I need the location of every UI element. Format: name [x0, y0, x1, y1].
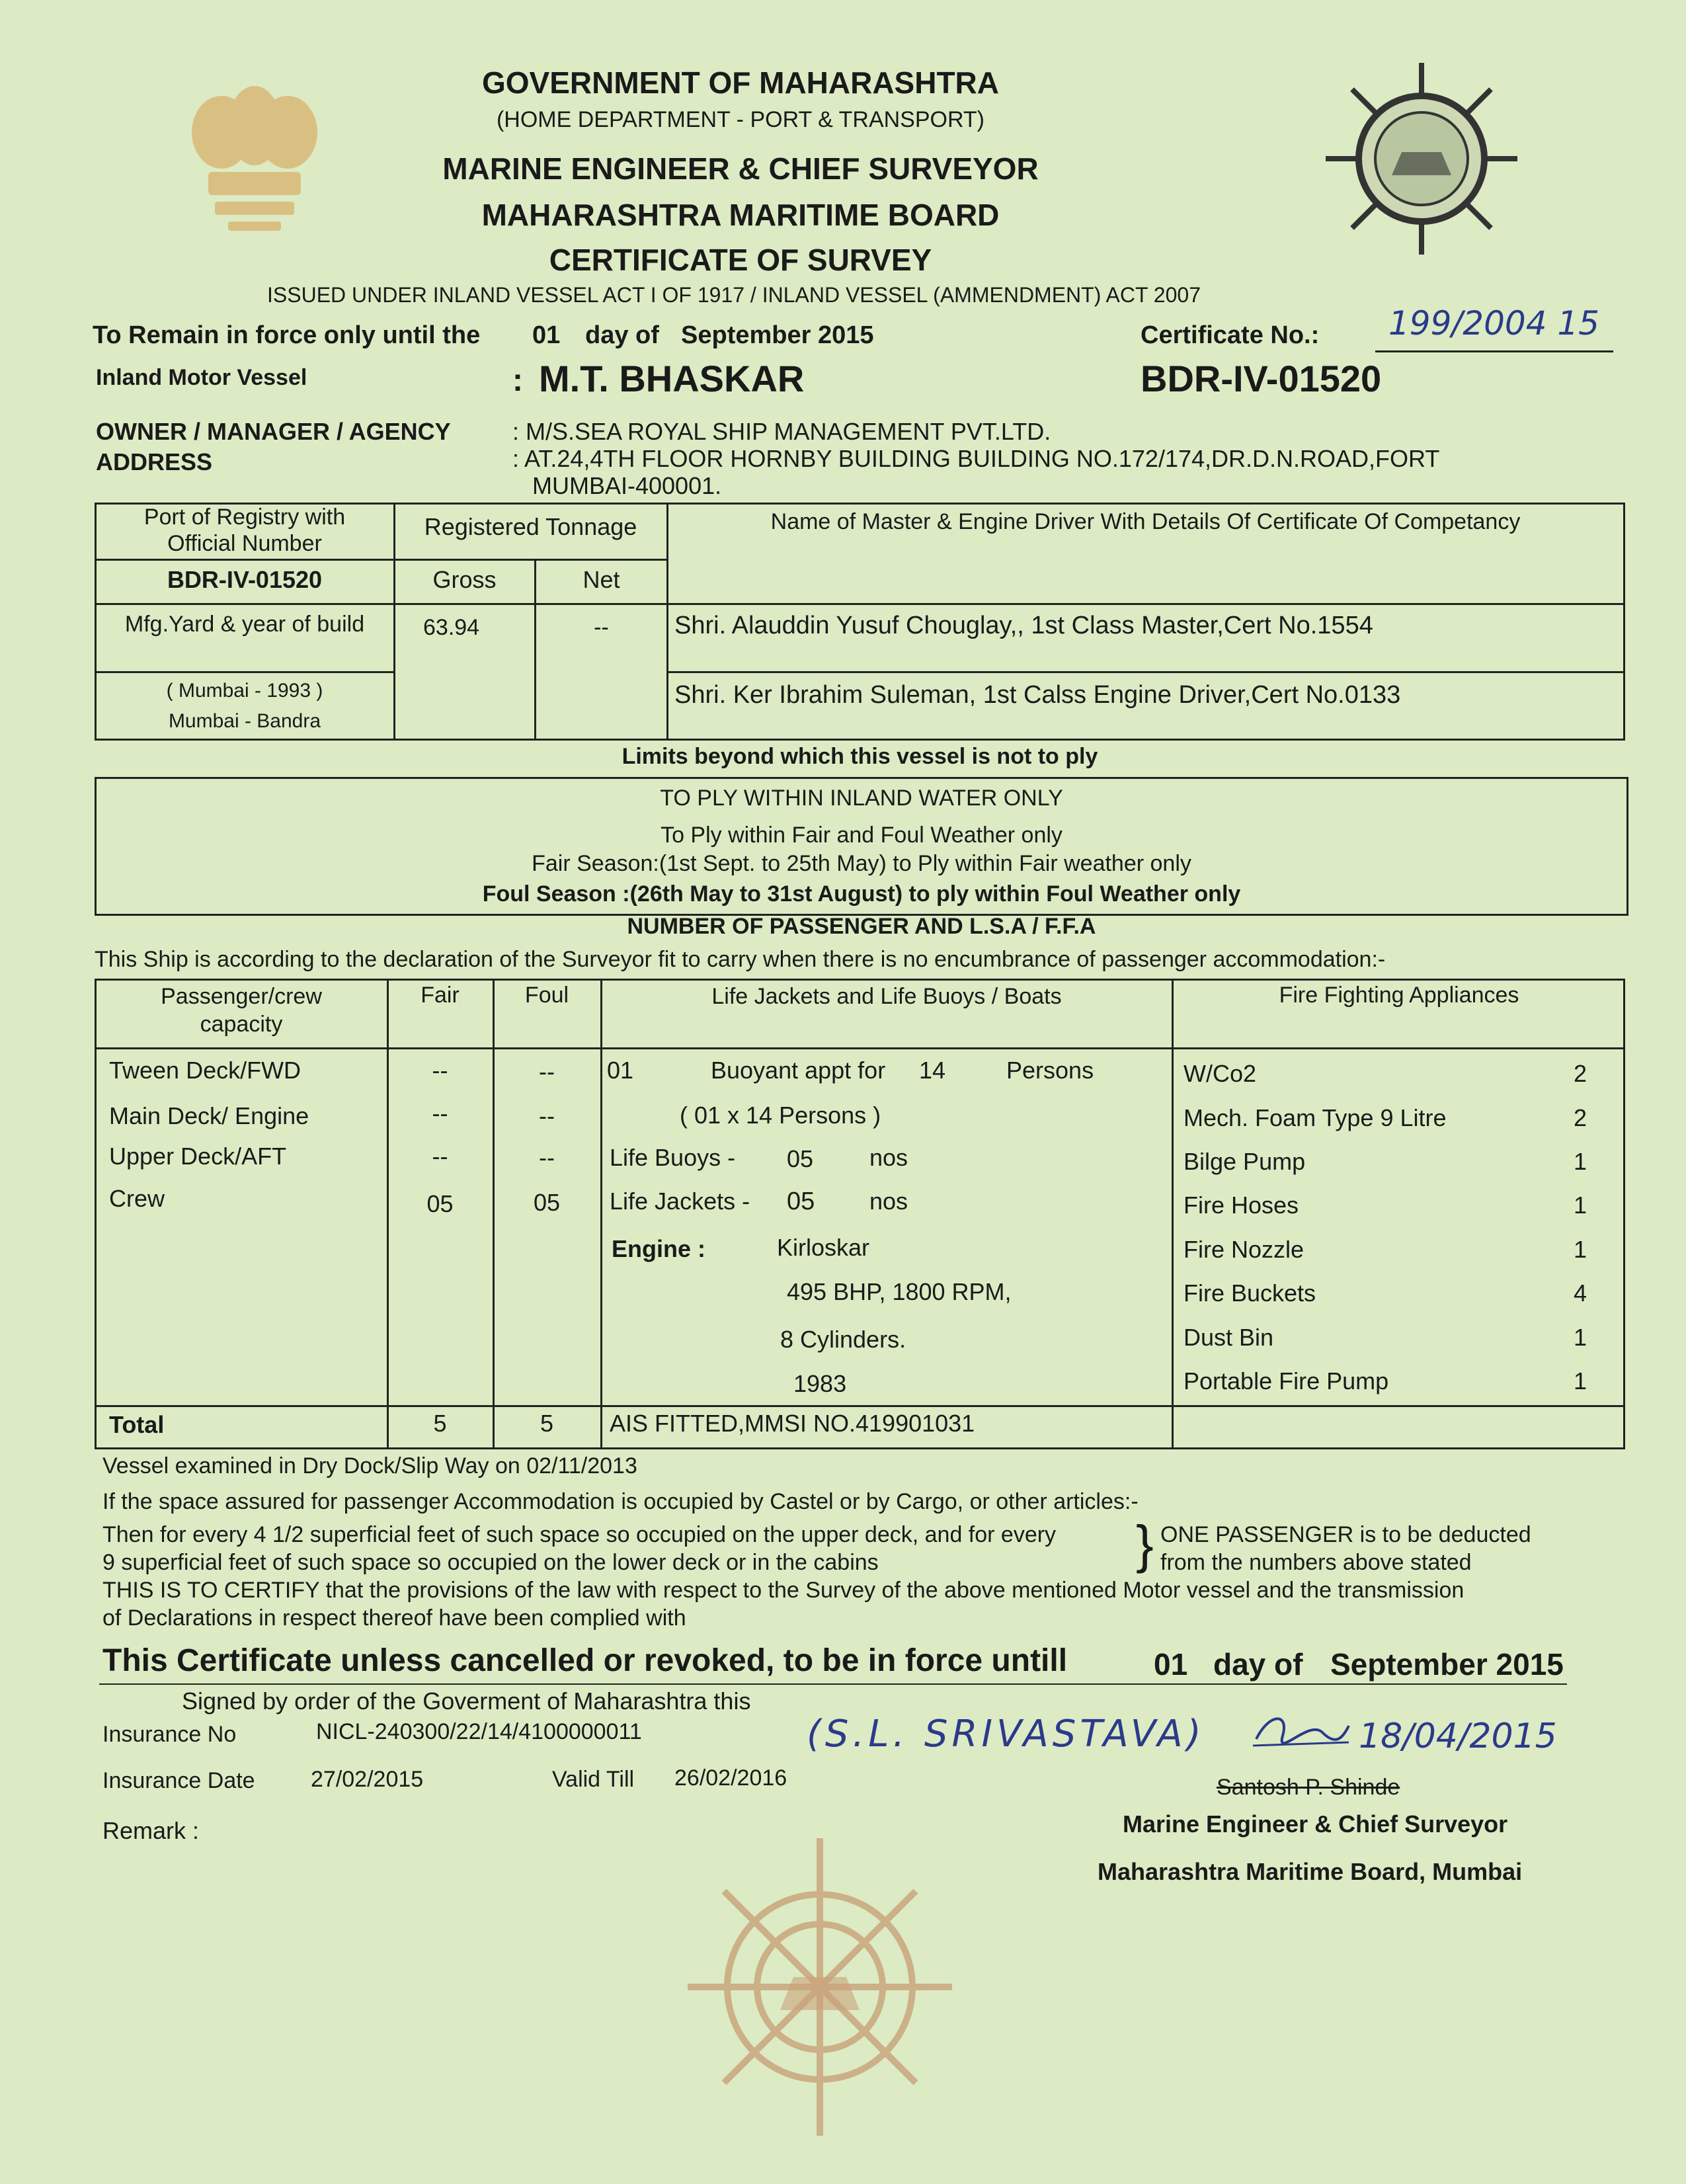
signed-by-order: Signed by order of the Goverment of Maharashtra this: [182, 1687, 751, 1715]
life-jackets-nos: nos: [869, 1188, 908, 1215]
brace-mark: }: [1136, 1515, 1154, 1574]
capacity-row-foul: 05: [533, 1189, 561, 1216]
net-label: Net: [582, 566, 620, 593]
col-fair: Fair: [421, 983, 460, 1008]
ffa-item: W/Co2: [1184, 1060, 1257, 1087]
engine-power: 495 BHP, 1800 RPM,: [787, 1278, 1012, 1305]
insurance-no-label: Insurance No: [102, 1722, 237, 1747]
ffa-item: Fire Buckets: [1184, 1279, 1316, 1307]
remark-label: Remark :: [102, 1817, 200, 1844]
struck-name: Santosh P. Shinde: [1217, 1775, 1400, 1800]
capacity-row-label: Tween Deck/FWD: [109, 1057, 301, 1084]
owner-label: OWNER / MANAGER / AGENCY: [96, 418, 451, 445]
capacity-row-label: Crew: [109, 1185, 165, 1212]
state-emblem-icon: [169, 73, 341, 245]
life-jackets-label: Life Jackets -: [610, 1188, 750, 1215]
ffa-qty: 1: [1574, 1192, 1587, 1219]
net-tonnage-value: --: [594, 615, 609, 640]
ffa-item: Bilge Pump: [1184, 1148, 1306, 1175]
mfg-yard-value1: ( Mumbai - 1993 ): [166, 680, 323, 702]
insurance-date: 27/02/2015: [311, 1767, 424, 1792]
owner-name: : M/S.SEA ROYAL SHIP MANAGEMENT PVT.LTD.: [512, 418, 1051, 445]
life-buoys-nos: nos: [869, 1144, 908, 1171]
ffa-qty: 1: [1574, 1236, 1587, 1263]
ffa-item: Mech. Foam Type 9 Litre: [1184, 1104, 1447, 1131]
board-seal-icon: [681, 1832, 959, 2142]
validity-day: 01: [532, 321, 561, 349]
certificate-no-underline: [1375, 350, 1613, 352]
force-day: 01: [1154, 1647, 1188, 1681]
mfg-yard-value2: Mumbai - Bandra: [168, 710, 321, 732]
validity-month-year: September 2015: [681, 321, 874, 349]
limits-heading: Limits beyond which this vessel is not to ply: [622, 744, 1098, 769]
ffa-qty: 2: [1574, 1104, 1587, 1131]
ffa-item: Fire Hoses: [1184, 1192, 1299, 1219]
capacity-row-label: Upper Deck/AFT: [109, 1143, 287, 1170]
act-line: ISSUED UNDER INLAND VESSEL ACT I OF 1917 / INLAND VESSEL (AMMENDMENT) ACT 2007: [267, 283, 1201, 307]
certify-line2: of Declarations in respect thereof have been complied with: [102, 1605, 686, 1631]
ship-wheel-seal-icon: [1316, 60, 1527, 258]
total-fair: 5: [433, 1410, 447, 1437]
total-foul: 5: [540, 1410, 554, 1437]
port-of-registry-header: Port of Registry with Official Number: [143, 505, 346, 556]
life-buoys-qty: 05: [787, 1145, 814, 1172]
col-foul: Foul: [524, 983, 569, 1008]
capacity-row-fair: --: [432, 1057, 448, 1084]
force-statement: This Certificate unless cancelled or revoked, to be in force untill: [102, 1643, 1068, 1678]
drydock-note: Vessel examined in Dry Dock/Slip Way on 02/11/2013: [102, 1453, 637, 1478]
address-label: ADDRESS: [96, 448, 213, 475]
upper-deck-rule: Then for every 4 1/2 superficial feet of such space so occupied on the upper deck, and for every: [102, 1522, 1057, 1547]
gross-tonnage-value: 63.94: [423, 615, 480, 640]
ais-fitted: AIS FITTED,MMSI NO.419901031: [610, 1410, 975, 1437]
col-lsa: Life Jackets and Life Buoys / Boats: [711, 984, 1062, 1009]
deduction-rule2: from the numbers above stated: [1160, 1550, 1472, 1575]
office-heading: MARINE ENGINEER & CHIEF SURVEYOR: [442, 151, 1039, 186]
capacity-row-foul: --: [539, 1102, 555, 1129]
buoyant-persons: 14: [919, 1057, 946, 1084]
col-capacity: Passenger/crew capacity: [161, 984, 322, 1037]
force-dayof: day of: [1213, 1647, 1303, 1681]
signatory-title: Marine Engineer & Chief Surveyor: [1123, 1810, 1508, 1838]
persons-word: Persons: [1006, 1057, 1094, 1084]
life-buoys-label: Life Buoys -: [610, 1144, 736, 1171]
buoyant-qty: 01: [607, 1057, 634, 1084]
dept-subheading: (HOME DEPARTMENT - PORT & TRANSPORT): [496, 107, 985, 132]
insurance-date-label: Insurance Date: [102, 1768, 255, 1793]
ffa-qty: 4: [1574, 1279, 1587, 1307]
tonnage-header: Registered Tonnage: [424, 513, 637, 540]
limits-line2: To Ply within Fair and Foul Weather only: [661, 823, 1063, 848]
signature-scribble-icon: [1250, 1706, 1355, 1759]
engine-make: Kirloskar: [777, 1234, 870, 1261]
capacity-row-foul: --: [539, 1058, 555, 1085]
ffa-item: Fire Nozzle: [1184, 1236, 1305, 1263]
capacity-row-fair: --: [432, 1143, 448, 1170]
limits-line1: TO PLY WITHIN INLAND WATER ONLY: [660, 786, 1063, 811]
limits-line4: Foul Season :(26th May to 31st August) to ply within Foul Weather only: [482, 881, 1241, 907]
valid-till-date: 26/02/2016: [674, 1765, 787, 1791]
engine-label: Engine :: [612, 1235, 705, 1262]
validity-dayof: day of: [585, 321, 659, 349]
ffa-item: Dust Bin: [1184, 1324, 1274, 1351]
board-heading: MAHARASHTRA MARITIME BOARD: [481, 198, 1000, 232]
force-underline: [99, 1683, 1567, 1685]
govt-heading: GOVERNMENT OF MAHARASHTRA: [482, 65, 999, 100]
certify-line1: THIS IS TO CERTIFY that the provisions of the law with respect to the Survey of the above mentioned Motor vessel and the transmission: [102, 1578, 1465, 1603]
life-jackets-qty: 05: [787, 1188, 815, 1215]
owner-address-line2: MUMBAI-400001.: [532, 472, 722, 499]
gross-label: Gross: [432, 566, 497, 593]
master-header: Name of Master & Engine Driver With Details Of Certificate Of Competancy: [770, 509, 1521, 534]
passenger-declaration: This Ship is according to the declaration of the Surveyor fit to carry when there is no encumbrance of passenger accommodation:-: [95, 947, 1386, 972]
lower-deck-rule: 9 superficial feet of such space so occupied on the lower deck or in the cabins: [102, 1550, 879, 1575]
ffa-item: Portable Fire Pump: [1184, 1367, 1389, 1395]
vessel-colon: :: [512, 363, 523, 398]
handwritten-surveyor-name: (S.L. SRIVASTAVA): [807, 1713, 1205, 1756]
limits-line3: Fair Season:(1st Sept. to 25th May) to Ply within Fair weather only: [532, 851, 1191, 876]
col-ffa: Fire Fighting Appliances: [1279, 983, 1519, 1008]
ffa-qty: 1: [1574, 1324, 1587, 1351]
buoyant-detail: ( 01 x 14 Persons ): [680, 1102, 881, 1129]
master-details: Shri. Alauddin Yusuf Chouglay,, 1st Class Master,Cert No.1554: [674, 612, 1373, 639]
passenger-heading: NUMBER OF PASSENGER AND L.S.A / F.F.A: [627, 914, 1096, 939]
engine-year: 1983: [793, 1370, 847, 1397]
engine-driver-details: Shri. Ker Ibrahim Suleman, 1st Calss Engine Driver,Cert No.0133: [674, 681, 1401, 709]
engine-cylinders: 8 Cylinders.: [780, 1326, 906, 1353]
total-label: Total: [109, 1411, 165, 1438]
mfg-yard-label: Mfg.Yard & year of build: [124, 612, 365, 637]
capacity-row-fair: --: [432, 1100, 448, 1127]
vessel-registration: BDR-IV-01520: [1141, 358, 1382, 399]
vessel-name: M.T. BHASKAR: [539, 358, 805, 399]
valid-till-label: Valid Till: [552, 1767, 635, 1792]
ffa-qty: 1: [1574, 1367, 1587, 1395]
deduction-rule1: ONE PASSENGER is to be deducted: [1160, 1522, 1531, 1547]
document-title: CERTIFICATE OF SURVEY: [549, 243, 932, 277]
signatory-office: Maharashtra Maritime Board, Mumbai: [1098, 1858, 1523, 1885]
vessel-type-label: Inland Motor Vessel: [96, 365, 307, 390]
buoyant-label: Buoyant appt for: [711, 1057, 886, 1084]
capacity-row-fair: 05: [426, 1190, 454, 1217]
validity-prefix: To Remain in force only until the: [93, 321, 481, 349]
space-note: If the space assured for passenger Accommodation is occupied by Castel or by Cargo, or other articles:-: [102, 1489, 1139, 1514]
port-of-registry-value: BDR-IV-01520: [167, 566, 323, 593]
ffa-qty: 2: [1574, 1060, 1587, 1087]
capacity-row-foul: --: [539, 1144, 555, 1171]
insurance-no: NICL-240300/22/14/4100000011: [316, 1719, 642, 1744]
owner-address-line1: : AT.24,4TH FLOOR HORNBY BUILDING BUILDING NO.172/174,DR.D.N.ROAD,FORT: [512, 445, 1440, 472]
force-date: September 2015: [1330, 1647, 1564, 1681]
handwritten-sign-date: 18/04/2015: [1359, 1717, 1557, 1756]
capacity-row-label: Main Deck/ Engine: [109, 1102, 309, 1129]
ffa-qty: 1: [1574, 1148, 1587, 1175]
certificate-no-handwritten: 199/2004 15: [1388, 304, 1600, 343]
certificate-no-label: Certificate No.:: [1141, 321, 1320, 349]
